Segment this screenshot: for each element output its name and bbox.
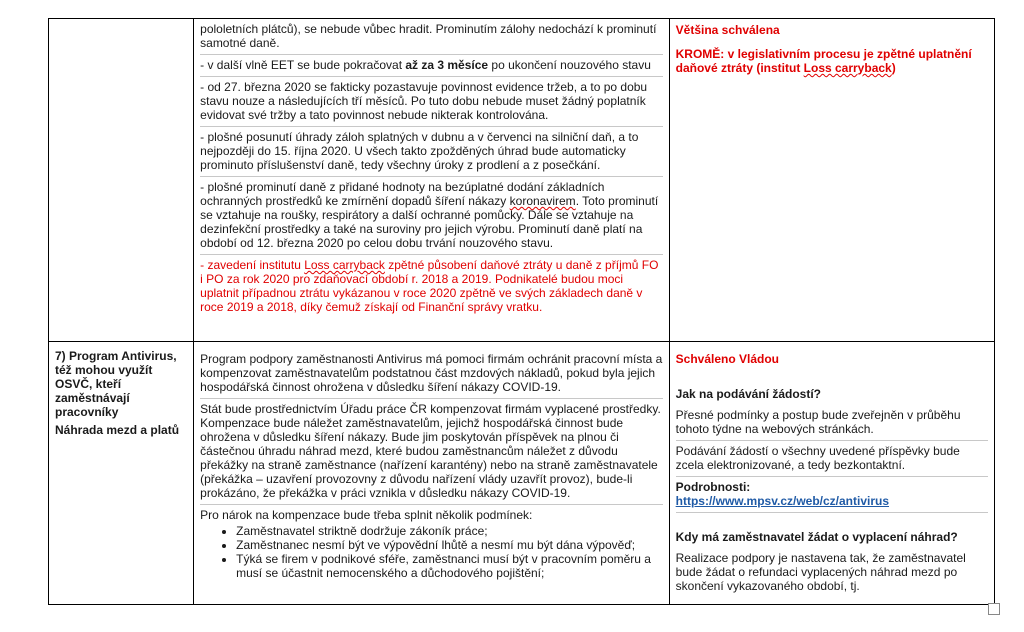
conditions-list [200,524,663,580]
details-label: Podrobnosti: [675,480,751,494]
paragraph: - od 27. března 2020 se fakticky pozastavuje povinnost evidence tržeb, a to po dobu stavu nouze a následujících tří měsíců. Po tuto dobu nebude muset žádný poplatník evidovat své tržby a tato povinnost nebude nikterak kontrolována. [200,77,663,127]
row1-col2-cell [194,19,670,342]
row1-col3-cell [669,19,994,342]
resize-handle[interactable] [988,603,1000,615]
paragraph-eet: - v další vlně EET se bude pokračovat až za 3 měsíce po ukončení nouzového stavu [200,55,663,77]
table-row [49,19,995,342]
program-subtitle: Náhrada mezd a platů [55,423,180,437]
paragraph: - plošné prominutí daně z přidané hodnoty na bezúplatné dodání základních ochranných prostředků ke zmírnění dopadů šíření nákazy koronavirem. Toto prominutí se vztahuje na roušky, respirátory a další ochranné pomůcky. Dále se vztahuje na dezinfekční prostředky a také na suroviny pro jejich výrobu. Prominutí daně platí na období od 12. března 2020 po celou dobu trvání nouzového stavu. [200,177,663,255]
list-item: • Zaměstnanec nesmí být ve výpovědní lhůtě a nesmí mu být dána výpověď; [236,538,663,552]
section-heading: Jak na podávání žádostí? [675,387,822,401]
row2-col2-cell [194,342,670,605]
status-text: Schváleno Vládou [675,352,779,366]
antivirus-link[interactable]: https://www.mpsv.cz/web/cz/antivirus [675,494,890,508]
paragraph: Přesné podmínky a postup bude zveřejněn v průběhu tohoto týdne na webových stránkách. [676,405,988,441]
status-note: KROMĚ: v legislativním procesu je zpětné uplatnění daňové ztráty (institut Loss carryback) [675,47,972,75]
program-title: 7) Program Antivirus, též mohou využít OSVČ, kteří zaměstnávají pracovníky [55,349,177,419]
status-text: Většina schválena [675,23,780,37]
paragraph: Program podpory zaměstnanosti Antivirus má pomoci firmám ochránit pracovní místa a kompenzovat zaměstnavatelům podstatnou část mzdových nákladů, pokud byla jejich hospodářská činnost ohrožena v důsledku šíření nákazy COVID-19. [200,349,663,399]
row2-col1-cell [49,342,194,605]
row2-col3-cell [669,342,994,605]
details-link-wrap [676,494,988,513]
table-row [49,342,995,605]
row1-col1-cell [49,19,194,342]
section-heading: Kdy má zaměstnavatel žádat o vyplacení náhrad? [675,530,958,544]
list-item: • Zaměstnavatel striktně dodržuje zákoník práce; [236,524,663,538]
paragraph: Stát bude prostřednictvím Úřadu práce ČR kompenzovat firmám vyplacené prostředky. Kompenzace bude náležet zaměstnavatelům, jejichž hospodářská činnost bude ohrožena v důsledku šíření nákazy. Bude jim poskytován příspěvek na plnou či částečnou úhradu náhrad mezd, které budou zaměstnancům náležet z důvodu překážky na straně zaměstnance (nařízení karantény) nebo na straně zaměstnavatele (překážka – uzavření provozovny z důvodu nařízení vlády uzavřít provoz), bude-li prokázáno, že překážka v práci vznikla v důsledku nákazy COVID-19. [200,399,663,505]
paragraph: Pro nárok na kompenzace bude třeba splnit několik podmínek: [200,508,533,522]
list-item: • Týká se firem v podnikové sféře, zaměstnanci musí být v pracovním poměru a musí se účastnit nemocenského a důchodového pojištění; [236,552,663,580]
paragraph-loss-carryback: - zavedení institutu Loss carryback zpětné působení daňové ztráty u daně z příjmů FO i PO za rok 2020 pro zdaňovací období r. 2018 a 2019. Podnikatelé budou moci uplatnit případnou ztrátu vykázanou v roce 2020 zpětně ve svých základech daně v roce 2019 a 2018, díky čemuž získají od Finanční správy vratku. [200,258,659,314]
paragraph: Realizace podpory je nastavena tak, že zaměstnavatel bude žádat o refundaci vyplacených náhrad mezd po skončení vykazovaného období, tj. [675,551,966,593]
paragraph: - plošné posunutí úhrady záloh splatných v dubnu a v červenci na silniční daň, a to nejpozději do 15. října 2020. U všech takto zpožděných úhrad bude automaticky prominuto příslušenství daně, tedy všechny úroky z prodlení a z posečkání. [200,127,663,177]
paragraph: Podávání žádostí o všechny uvedené příspěvky bude zcela elektronizované, a tedy bezkontaktní. [676,441,988,477]
paragraph: pololetních plátců), se nebude vůbec hradit. Prominutím zálohy nedochází k prominutí samotné daně. [200,19,663,55]
measures-table [48,18,995,605]
